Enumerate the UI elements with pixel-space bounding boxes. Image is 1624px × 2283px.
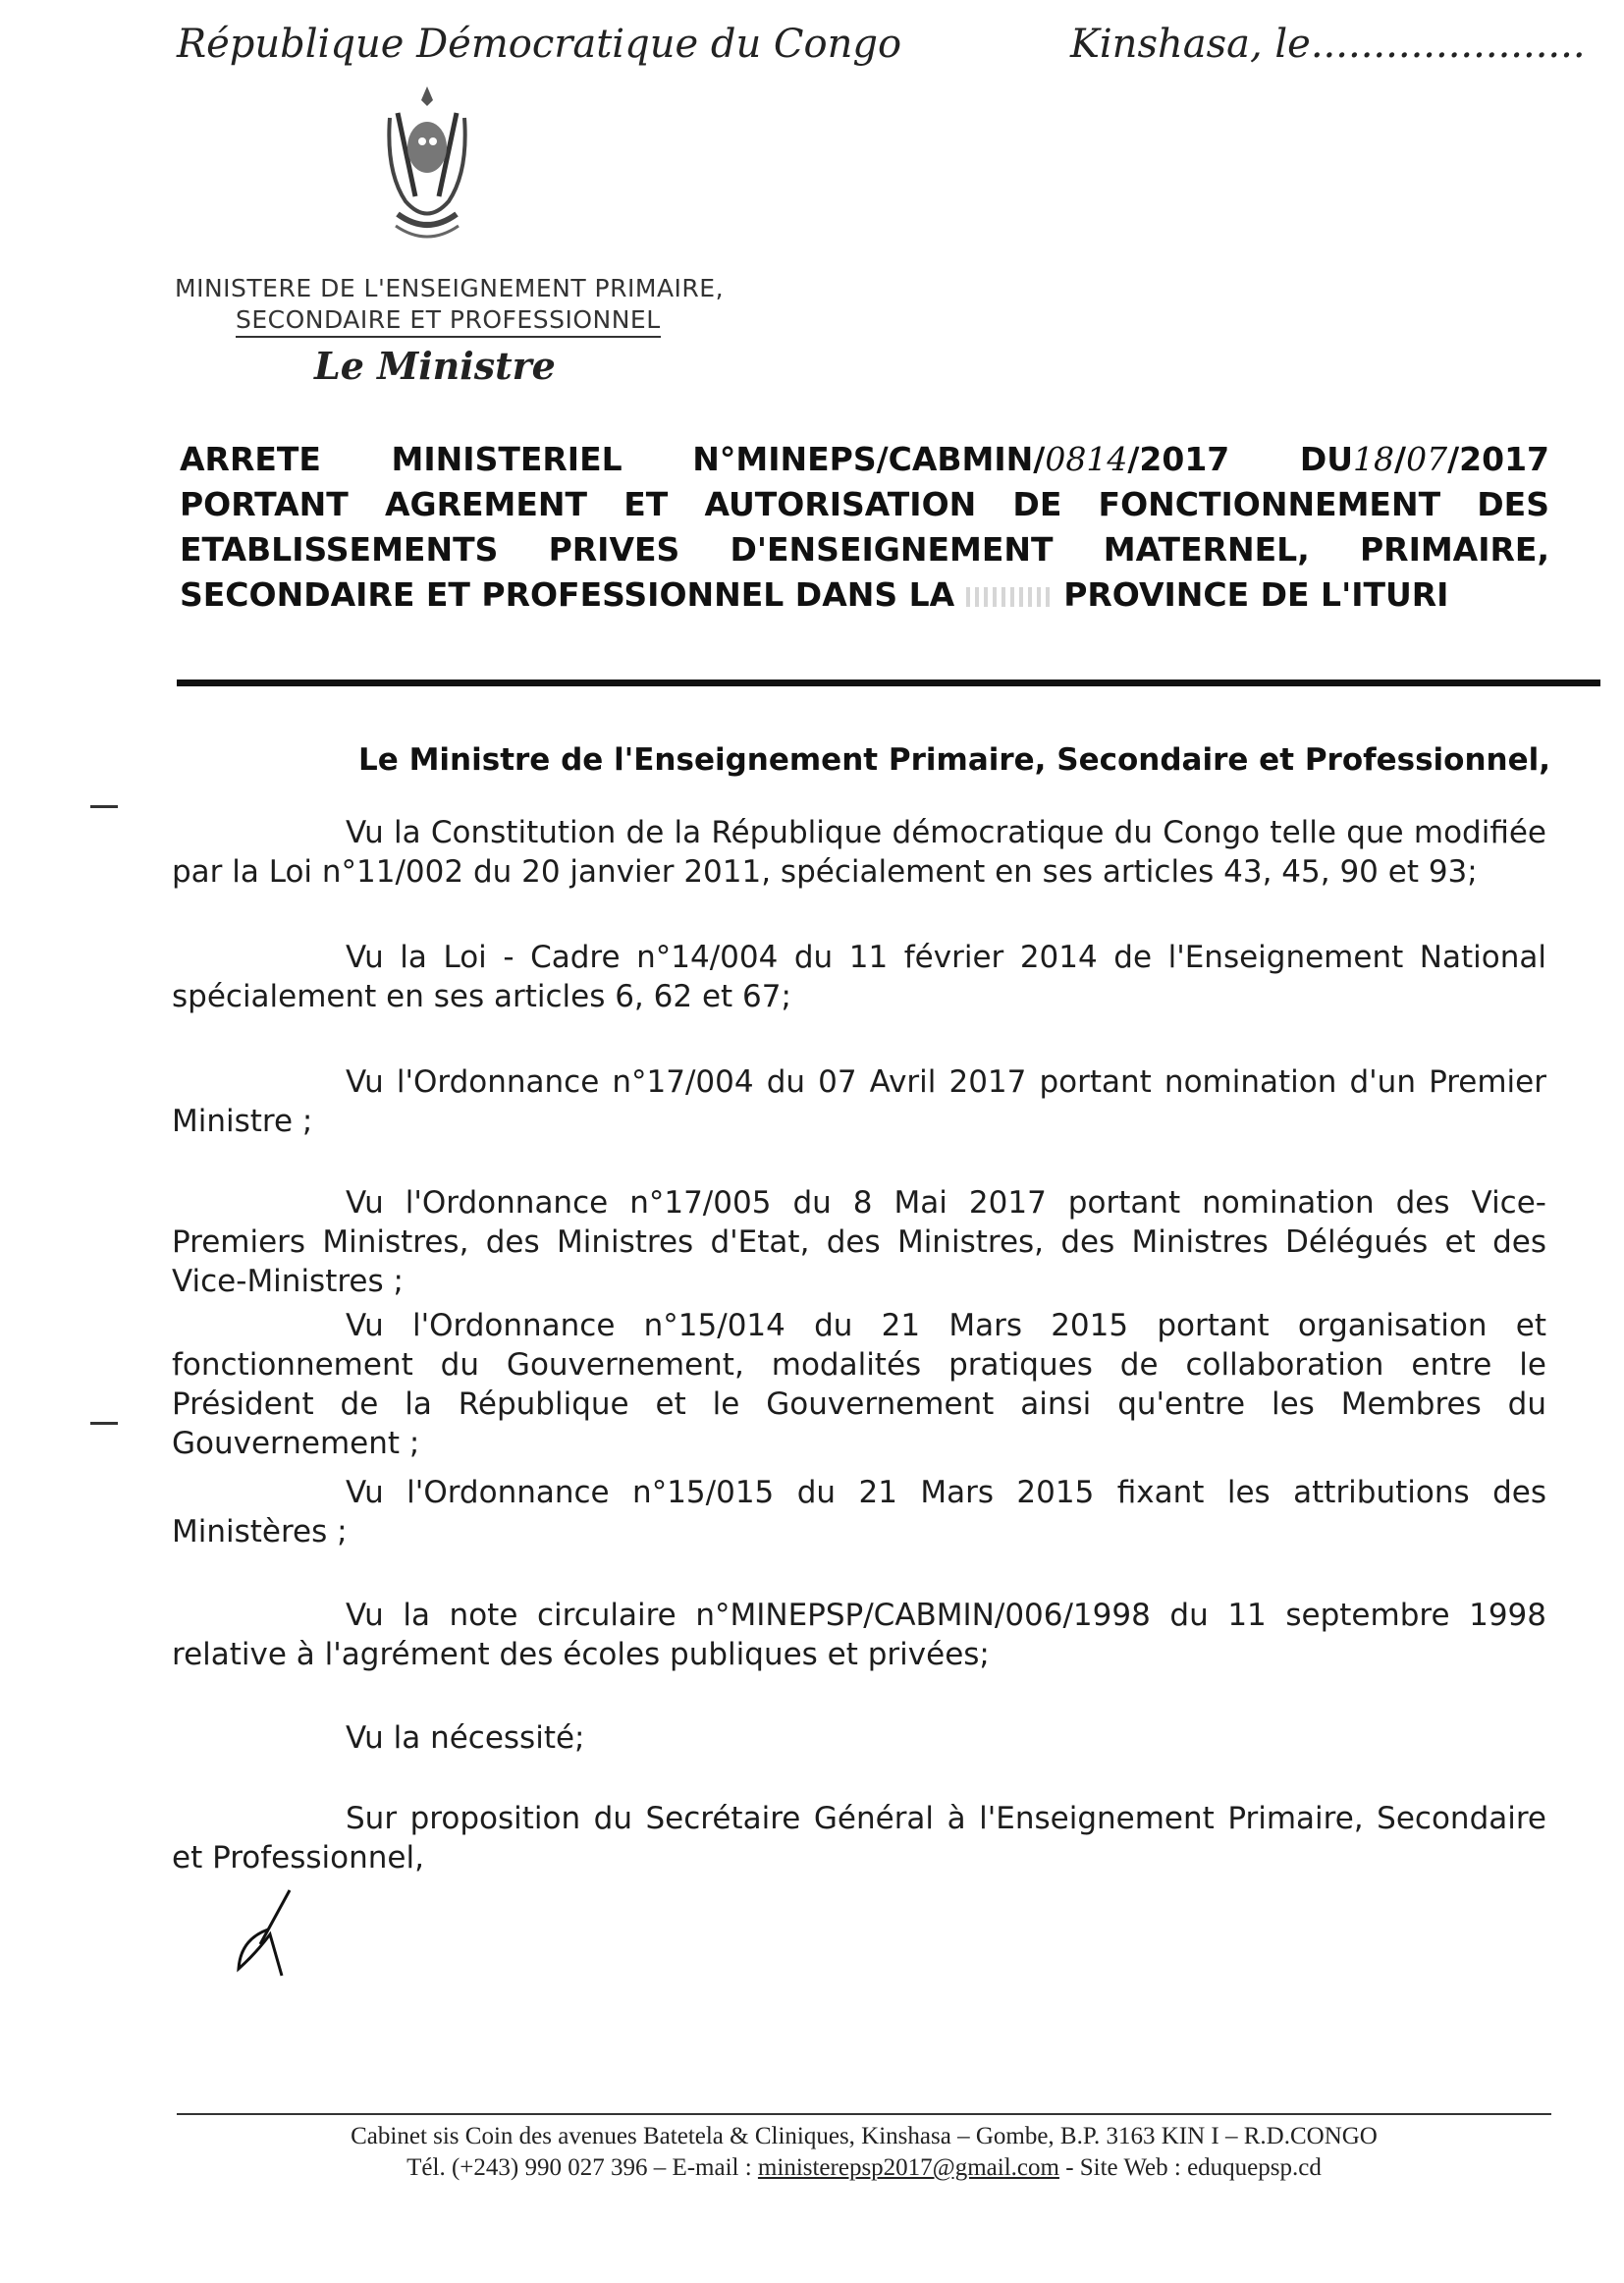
paragraph-text: Vu l'Ordonnance n°15/014 du 21 Mars 2015 portant organisation et fonctionnement du Gouvernement, modalités pratiques de collaboration entre le Président de la République et le Gouvernement ainsi qu'entre les Membres du Gouvernement ; [172, 1308, 1546, 1461]
title-line-4 [180, 572, 1549, 618]
title-text: PROVINCE DE L'ITURI [1063, 575, 1449, 614]
paragraph [172, 1596, 1546, 1674]
paragraph-text: Sur proposition du Secrétaire Général à l'Enseignement Primaire, Secondaire et Professionnel, [172, 1801, 1546, 1875]
decree-title [180, 437, 1549, 618]
coat-of-arms-emblem [368, 79, 486, 255]
minister-heading: Le Ministre [314, 344, 556, 388]
paragraph-text: Vu la Constitution de la République démocratique du Congo telle que modifiée par la Loi n°11/002 du 20 janvier 2011, spécialement en ses articles 43, 45, 90 et 93; [172, 815, 1546, 890]
ministry-line-2: SECONDAIRE ET PROFESSIONNEL [236, 304, 661, 338]
paragraph [172, 1062, 1546, 1141]
footer [177, 2121, 1551, 2184]
footer-phone: Tél. (+243) 990 027 396 – E-mail : [406, 2154, 758, 2181]
title-text: / [1394, 440, 1407, 478]
paragraph-text: Vu l'Ordonnance n°17/005 du 8 Mai 2017 portant nomination des Vice-Premiers Ministres, des Ministres d'Etat, des Ministres, des Ministres Délégués et des Vice-Ministres ; [172, 1185, 1546, 1299]
handwritten-month: 07 [1406, 440, 1448, 478]
margin-mark [90, 1422, 118, 1425]
title-text: ARRETE MINISTERIEL N°MINEPS/CABMIN/ [180, 440, 1046, 478]
footer-website: - Site Web : eduquepsp.cd [1058, 2154, 1322, 2181]
redacted-word [966, 587, 1053, 607]
paragraph-text: Vu l'Ordonnance n°17/004 du 07 Avril 2017 portant nomination d'un Premier Ministre ; [172, 1064, 1546, 1139]
paragraph [172, 1473, 1546, 1551]
title-line-3: ETABLISSEMENTS PRIVES D'ENSEIGNEMENT MATERNEL, PRIMAIRE, [180, 530, 1549, 569]
paragraph-text: Vu la note circulaire n°MINEPSP/CABMIN/006/1998 du 11 septembre 1998 relative à l'agrément des écoles publiques et privées; [172, 1598, 1546, 1672]
paragraph [172, 1799, 1546, 1877]
paragraph [172, 1183, 1546, 1301]
handwritten-initial [231, 1885, 309, 1984]
margin-mark [90, 805, 118, 808]
country-heading: République Démocratique du Congo [177, 22, 902, 67]
footer-contact [177, 2152, 1551, 2184]
intro-line: Le Ministre de l'Enseignement Primaire, Secondaire et Professionnel, [358, 742, 1551, 778]
paragraph [172, 1306, 1546, 1463]
title-line-1 [180, 437, 1549, 482]
handwritten-day: 18 [1353, 440, 1395, 478]
footer-address: Cabinet sis Coin des avenues Batetela & Cliniques, Kinshasa – Gombe, B.P. 3163 KIN I – R.D.CONGO [351, 2123, 1378, 2149]
paragraph [172, 938, 1546, 1016]
paragraph [172, 1718, 1546, 1758]
handwritten-number: 0814 [1045, 440, 1128, 478]
place-date: Kinshasa, le...................... [1070, 22, 1586, 67]
title-text: SECONDAIRE ET PROFESSIONNEL DANS LA [180, 575, 955, 614]
title-divider [177, 679, 1600, 686]
title-line-2: PORTANT AGREMENT ET AUTORISATION DE FONCTIONNEMENT DES [180, 485, 1549, 523]
footer-divider [177, 2113, 1551, 2115]
paragraph-text: Vu la Loi - Cadre n°14/004 du 11 février 2014 de l'Enseignement National spécialement en ses articles 6, 62 et 67; [172, 940, 1546, 1014]
ministry-name [175, 273, 724, 338]
paragraph-text: Vu la nécessité; [346, 1720, 585, 1756]
title-text: /2017 DU [1127, 440, 1354, 478]
title-text: /2017 [1447, 440, 1549, 478]
paragraph [172, 813, 1546, 892]
ministry-line-1: MINISTERE DE L'ENSEIGNEMENT PRIMAIRE, [175, 274, 725, 302]
email-link[interactable]: ministerepsp2017@gmail.com [757, 2154, 1059, 2181]
paragraph-text: Vu l'Ordonnance n°15/015 du 21 Mars 2015 fixant les attributions des Ministères ; [172, 1475, 1546, 1549]
